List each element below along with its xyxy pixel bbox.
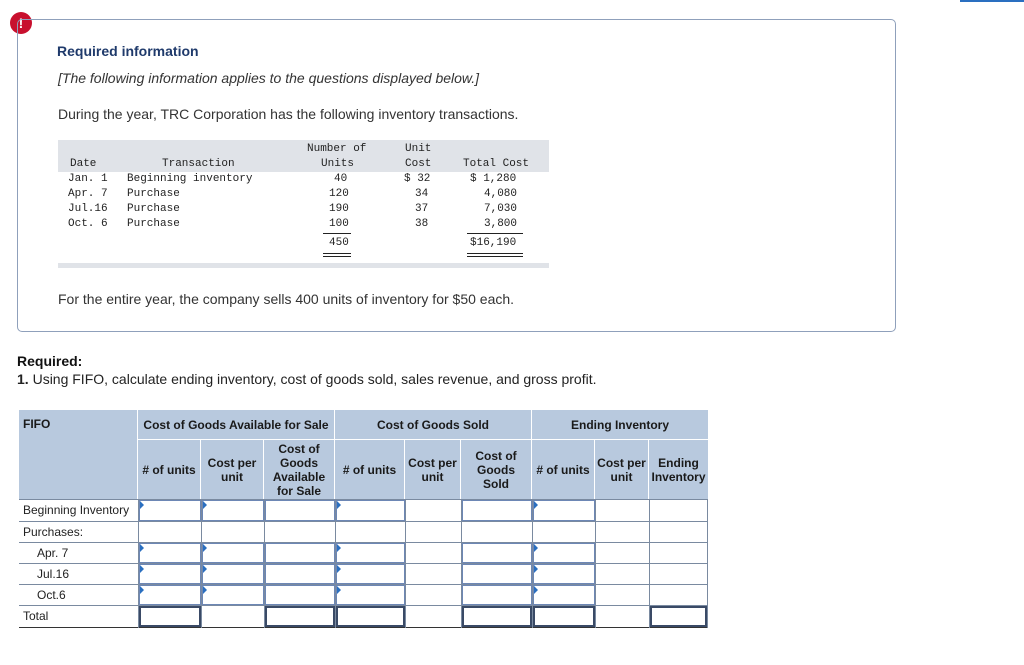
row-cost: 38 (415, 218, 429, 230)
row-total: 4,080 (484, 188, 518, 200)
apr-sold-units-input[interactable] (336, 543, 405, 563)
header-cost-line2: Cost (405, 158, 432, 170)
grid-vline (595, 499, 596, 628)
header-cost-line1: Unit (405, 143, 432, 155)
row-transaction: Purchase (127, 188, 180, 200)
row-label-beginning: Beginning Inventory (23, 503, 130, 517)
sub-avail-units: # of units (138, 439, 201, 499)
sub-avail-cost: Cost per unit (201, 439, 264, 499)
row-units: 190 (329, 203, 349, 215)
question-text: Using FIFO, calculate ending inventory, cost of goods sold, sales revenue, and gross profit. (28, 371, 597, 387)
apr-avail-total-input[interactable] (265, 543, 335, 563)
row-total: 3,800 (484, 218, 518, 230)
row-transaction: Purchase (127, 203, 180, 215)
header-date: Date (70, 158, 97, 170)
group-sold: Cost of Goods Sold (335, 410, 532, 439)
row-units: 120 (329, 188, 349, 200)
sub-sold-cost: Cost per unit (405, 439, 461, 499)
total-sold-total-input[interactable] (462, 606, 532, 627)
header-units-line1: Number of (307, 143, 367, 155)
apr-sold-total-input[interactable] (462, 543, 532, 563)
row-units: 40 (334, 173, 348, 185)
header-units-line2: Units (321, 158, 355, 170)
total-double-rule-top (467, 253, 523, 254)
sub-sold-units: # of units (335, 439, 405, 499)
grid-line-bottom (19, 627, 708, 628)
apr-avail-units-input[interactable] (139, 543, 201, 563)
row-units: 100 (329, 218, 349, 230)
fifo-table (19, 410, 708, 629)
transactions-table (58, 140, 549, 268)
beginning-avail-cost-input[interactable] (202, 500, 264, 521)
transactions-bottom-bar (58, 263, 549, 268)
jul-sold-total-input[interactable] (462, 564, 532, 584)
beginning-sold-total-input[interactable] (462, 500, 532, 521)
total-units: 450 (329, 237, 349, 249)
beginning-avail-total-input[interactable] (265, 500, 335, 521)
total-subtotal-rule (467, 233, 523, 234)
jul-end-units-input[interactable] (533, 564, 595, 584)
row-transaction: Beginning inventory (127, 173, 253, 185)
oct-avail-units-input[interactable] (139, 585, 201, 605)
beginning-avail-units-input[interactable] (139, 500, 201, 521)
grid-line (19, 521, 708, 522)
oct-sold-total-input[interactable] (462, 585, 532, 605)
fifo-corner: FIFO (19, 410, 138, 499)
row-date: Jul.16 (68, 203, 108, 215)
row-cost: 34 (415, 188, 429, 200)
row-label-apr: Apr. 7 (37, 545, 69, 560)
jul-sold-units-input[interactable] (336, 564, 405, 584)
grid-vline (405, 499, 406, 628)
oct-sold-units-input[interactable] (336, 585, 405, 605)
total-double-rule-bottom (467, 256, 523, 257)
sub-end-cost: Cost per unit (595, 439, 649, 499)
units-double-rule-bottom (323, 256, 351, 257)
grid-vline (707, 499, 708, 628)
total-avail-total-input[interactable] (265, 606, 335, 627)
units-double-rule-top (323, 253, 351, 254)
top-accent-line (960, 0, 1024, 2)
apr-end-units-input[interactable] (533, 543, 595, 563)
row-total: 7,030 (484, 203, 518, 215)
jul-avail-total-input[interactable] (265, 564, 335, 584)
row-transaction: Purchase (127, 218, 180, 230)
jul-avail-cost-input[interactable] (202, 564, 264, 584)
header-transaction: Transaction (162, 158, 235, 170)
required-question (17, 371, 597, 387)
sub-sold-total: Cost of Goods Sold (461, 439, 532, 499)
total-end-units-input[interactable] (533, 606, 595, 627)
row-label-oct: Oct.6 (37, 587, 66, 602)
sales-statement: For the entire year, the company sells 400 units of inventory for $50 each. (58, 291, 515, 307)
row-total: $ 1,280 (470, 173, 517, 185)
intro-text: During the year, TRC Corporation has the following inventory transactions. (58, 106, 519, 122)
jul-avail-units-input[interactable] (139, 564, 201, 584)
required-title: Required: (17, 353, 83, 369)
group-available: Cost of Goods Available for Sale (138, 410, 335, 439)
group-ending: Ending Inventory (532, 410, 708, 439)
row-cost: 37 (415, 203, 429, 215)
row-date: Oct. 6 (68, 218, 108, 230)
sub-end-total: Ending Inventory (649, 439, 708, 499)
sub-avail-total: Cost of Goods Available for Sale (264, 439, 335, 499)
beginning-sold-units-input[interactable] (336, 500, 405, 521)
total-avail-units-input[interactable] (139, 606, 201, 627)
row-cost: $ 32 (404, 173, 431, 185)
row-date: Jan. 1 (68, 173, 108, 185)
total-sold-units-input[interactable] (336, 606, 405, 627)
oct-avail-total-input[interactable] (265, 585, 335, 605)
row-label-purchases: Purchases: (23, 524, 84, 539)
oct-avail-cost-input[interactable] (202, 585, 264, 605)
information-note: [The following information applies to the questions displayed below.] (58, 70, 480, 86)
required-information-title: Required information (57, 43, 199, 59)
total-cost: $16,190 (470, 237, 517, 249)
question-number: 1. (17, 371, 29, 387)
units-subtotal-rule (323, 233, 351, 234)
apr-avail-cost-input[interactable] (202, 543, 264, 563)
row-date: Apr. 7 (68, 188, 108, 200)
row-label-jul: Jul.16 (37, 566, 70, 581)
row-label-total: Total (23, 609, 49, 623)
beginning-end-units-input[interactable] (533, 500, 595, 521)
header-total-cost: Total Cost (463, 158, 530, 170)
alert-icon: ! (10, 12, 32, 34)
oct-end-units-input[interactable] (533, 585, 595, 605)
total-end-inventory-input[interactable] (650, 606, 707, 627)
sub-end-units: # of units (532, 439, 595, 499)
